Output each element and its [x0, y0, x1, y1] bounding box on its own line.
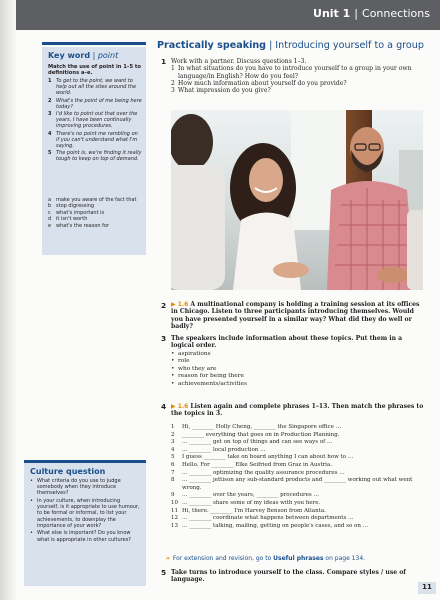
phrase-item: 11 Hi, there. ________ I'm Harvey Benson from Atlanta. [171, 507, 326, 514]
keyword-definitions [48, 197, 142, 229]
keyword-box [42, 47, 146, 255]
keyword-top-rule [42, 42, 146, 45]
keyword-instruction: Match the use of point in 1–5 to definitions a–e. [48, 64, 141, 77]
topic-item: • aspirations [171, 351, 247, 358]
exercise-number: 4 [161, 402, 167, 411]
keyword-definition: e what's the reason for [48, 222, 110, 229]
question: 1 In what situations do you have to introduce yourself to a group in your own language/in English? How do you feel? [171, 65, 412, 80]
keyword-sentence: 4 There's no point me rambling on if you can't understand what I'm saying. [48, 130, 138, 149]
phrase-item: 7 … ________ optimizing the quality assurance procedures … [171, 469, 345, 476]
phrase-item: 8 … ________ jettison any sub-standard products and ________ working out what went wrong. [171, 477, 413, 491]
exercise-3: The speakers include information about these topics. Put them in a logical order. [171, 335, 403, 350]
unit-label: Unit 1 | Connections [313, 7, 430, 20]
culture-question: • What criteria do you use to judge somebody when they introduce themselves? [30, 478, 142, 497]
page-number-box [418, 582, 436, 594]
useful-phrases-link[interactable]: Useful phrases [273, 555, 324, 562]
topic-item: • who they are [171, 366, 247, 373]
exercise-1-questions [171, 65, 425, 94]
phrase-list [171, 424, 426, 530]
exercise-number: 2 [161, 301, 167, 310]
exercise-1 [171, 58, 425, 94]
exercise-number: 1 [161, 57, 167, 66]
phrase-item: 5 I guess ________ take on board anything I can about how to … [171, 454, 354, 461]
keyword-sentence: 2 What's the point of me being here today? [48, 97, 142, 110]
keyword-definition: a make you aware of the fact that [48, 197, 137, 203]
exercise-number: 5 [161, 568, 167, 577]
keyword-definition: d it isn't worth [48, 216, 88, 223]
keyword-definition: c what's important is [48, 209, 105, 216]
phrase-item: 3 … ________ get on top of things and can see ways of … [171, 439, 333, 446]
phrase-item: 1 Hi, ________ Holly Cheng, ________ the Singapore office … [171, 424, 342, 430]
exercise-5: Take turns to introduce yourself to the class. Compare styles / use of language. [171, 569, 406, 584]
phrase-item: 4 … ________ local production … [171, 446, 266, 453]
keyword-sentence: 1 To get to the point, we want to help out all the sites around the world. [48, 78, 137, 97]
culture-question: • What else is important? Do you know what is appropriate in other cultures? [30, 530, 142, 542]
culture-question: • In your culture, when introducing yourself, is it appropriate to use humour, to be formal or informal, to list your achievements, to downplay the importance of your work? [30, 498, 142, 529]
phrase-item: 10 … ________ share some of my ideas with you here. [171, 499, 321, 506]
keyword-sentence: 5 The point is, we're finding it really tough to keep on top of demand. [48, 150, 142, 163]
unit-header-bar [16, 0, 440, 30]
exercise-2: ▶ 1.6 A multinational company is holding a training session at its offices in Chicago. Listen to three participants introducing themselves. Would you have presented yourself in a similar way? What did they do well or badly? [171, 301, 420, 330]
keyword-title: Key word | point [48, 51, 119, 60]
unit-topic: Connections [362, 7, 430, 20]
phrase-item: 13 … ________ talking, mailing, getting on people's cases, and so on … [171, 522, 369, 529]
question: 3 What impression do you give? [171, 87, 271, 95]
phrase-item: 12 … ________ coordinate what happens between departments … [171, 515, 354, 522]
keyword-sentence: 3 I'd like to point out that over the years, I have been continually improving procedures. [48, 111, 138, 130]
exercise-4: ▶ 1.6 Listen again and complete phrases 1–13. Then match the phrases to the topics in 3. [171, 403, 424, 418]
section-title: Practically speaking | Introducing yourself to a group [157, 40, 424, 51]
audio-track-icon[interactable]: ▶ 1.6 [171, 403, 189, 410]
photo-illustration [171, 110, 423, 290]
culture-question-box [24, 463, 146, 586]
keyword-definition: b stop digressing [48, 203, 95, 210]
phrase-item: 6 Hello. For ________ Elke Seifried from Graz in Austria. [171, 461, 332, 468]
book-spine [0, 0, 16, 600]
topic-list [171, 351, 247, 388]
topic-item: • achievements/activities [171, 381, 247, 388]
keyword-sentences [48, 78, 142, 164]
topic-item: • role [171, 358, 247, 365]
culture-questions [30, 478, 142, 544]
question: 2 How much information about yourself do you provide? [171, 79, 347, 87]
topic-item: • reason for being there [171, 373, 247, 380]
culture-title: Culture question [30, 467, 106, 476]
phrase-item: 9 … ________ over the years, ________ procedures … [171, 492, 319, 499]
extension-note: » For extension and revision, go to Useful phrases on page 134. [166, 555, 366, 562]
audio-track-icon[interactable]: ▶ 1.6 [171, 301, 189, 308]
exercise-number: 3 [161, 334, 167, 343]
unit-number: Unit 1 [313, 7, 351, 20]
exercise-1-intro: Work with a partner. Discuss questions 1–3. [171, 58, 307, 65]
page-number: 11 [422, 583, 432, 591]
double-chevron-icon: » [166, 555, 170, 562]
phrase-item: 2 ________ everything that goes on in Production Planning. [171, 431, 340, 438]
photo-people-meeting [171, 110, 423, 290]
